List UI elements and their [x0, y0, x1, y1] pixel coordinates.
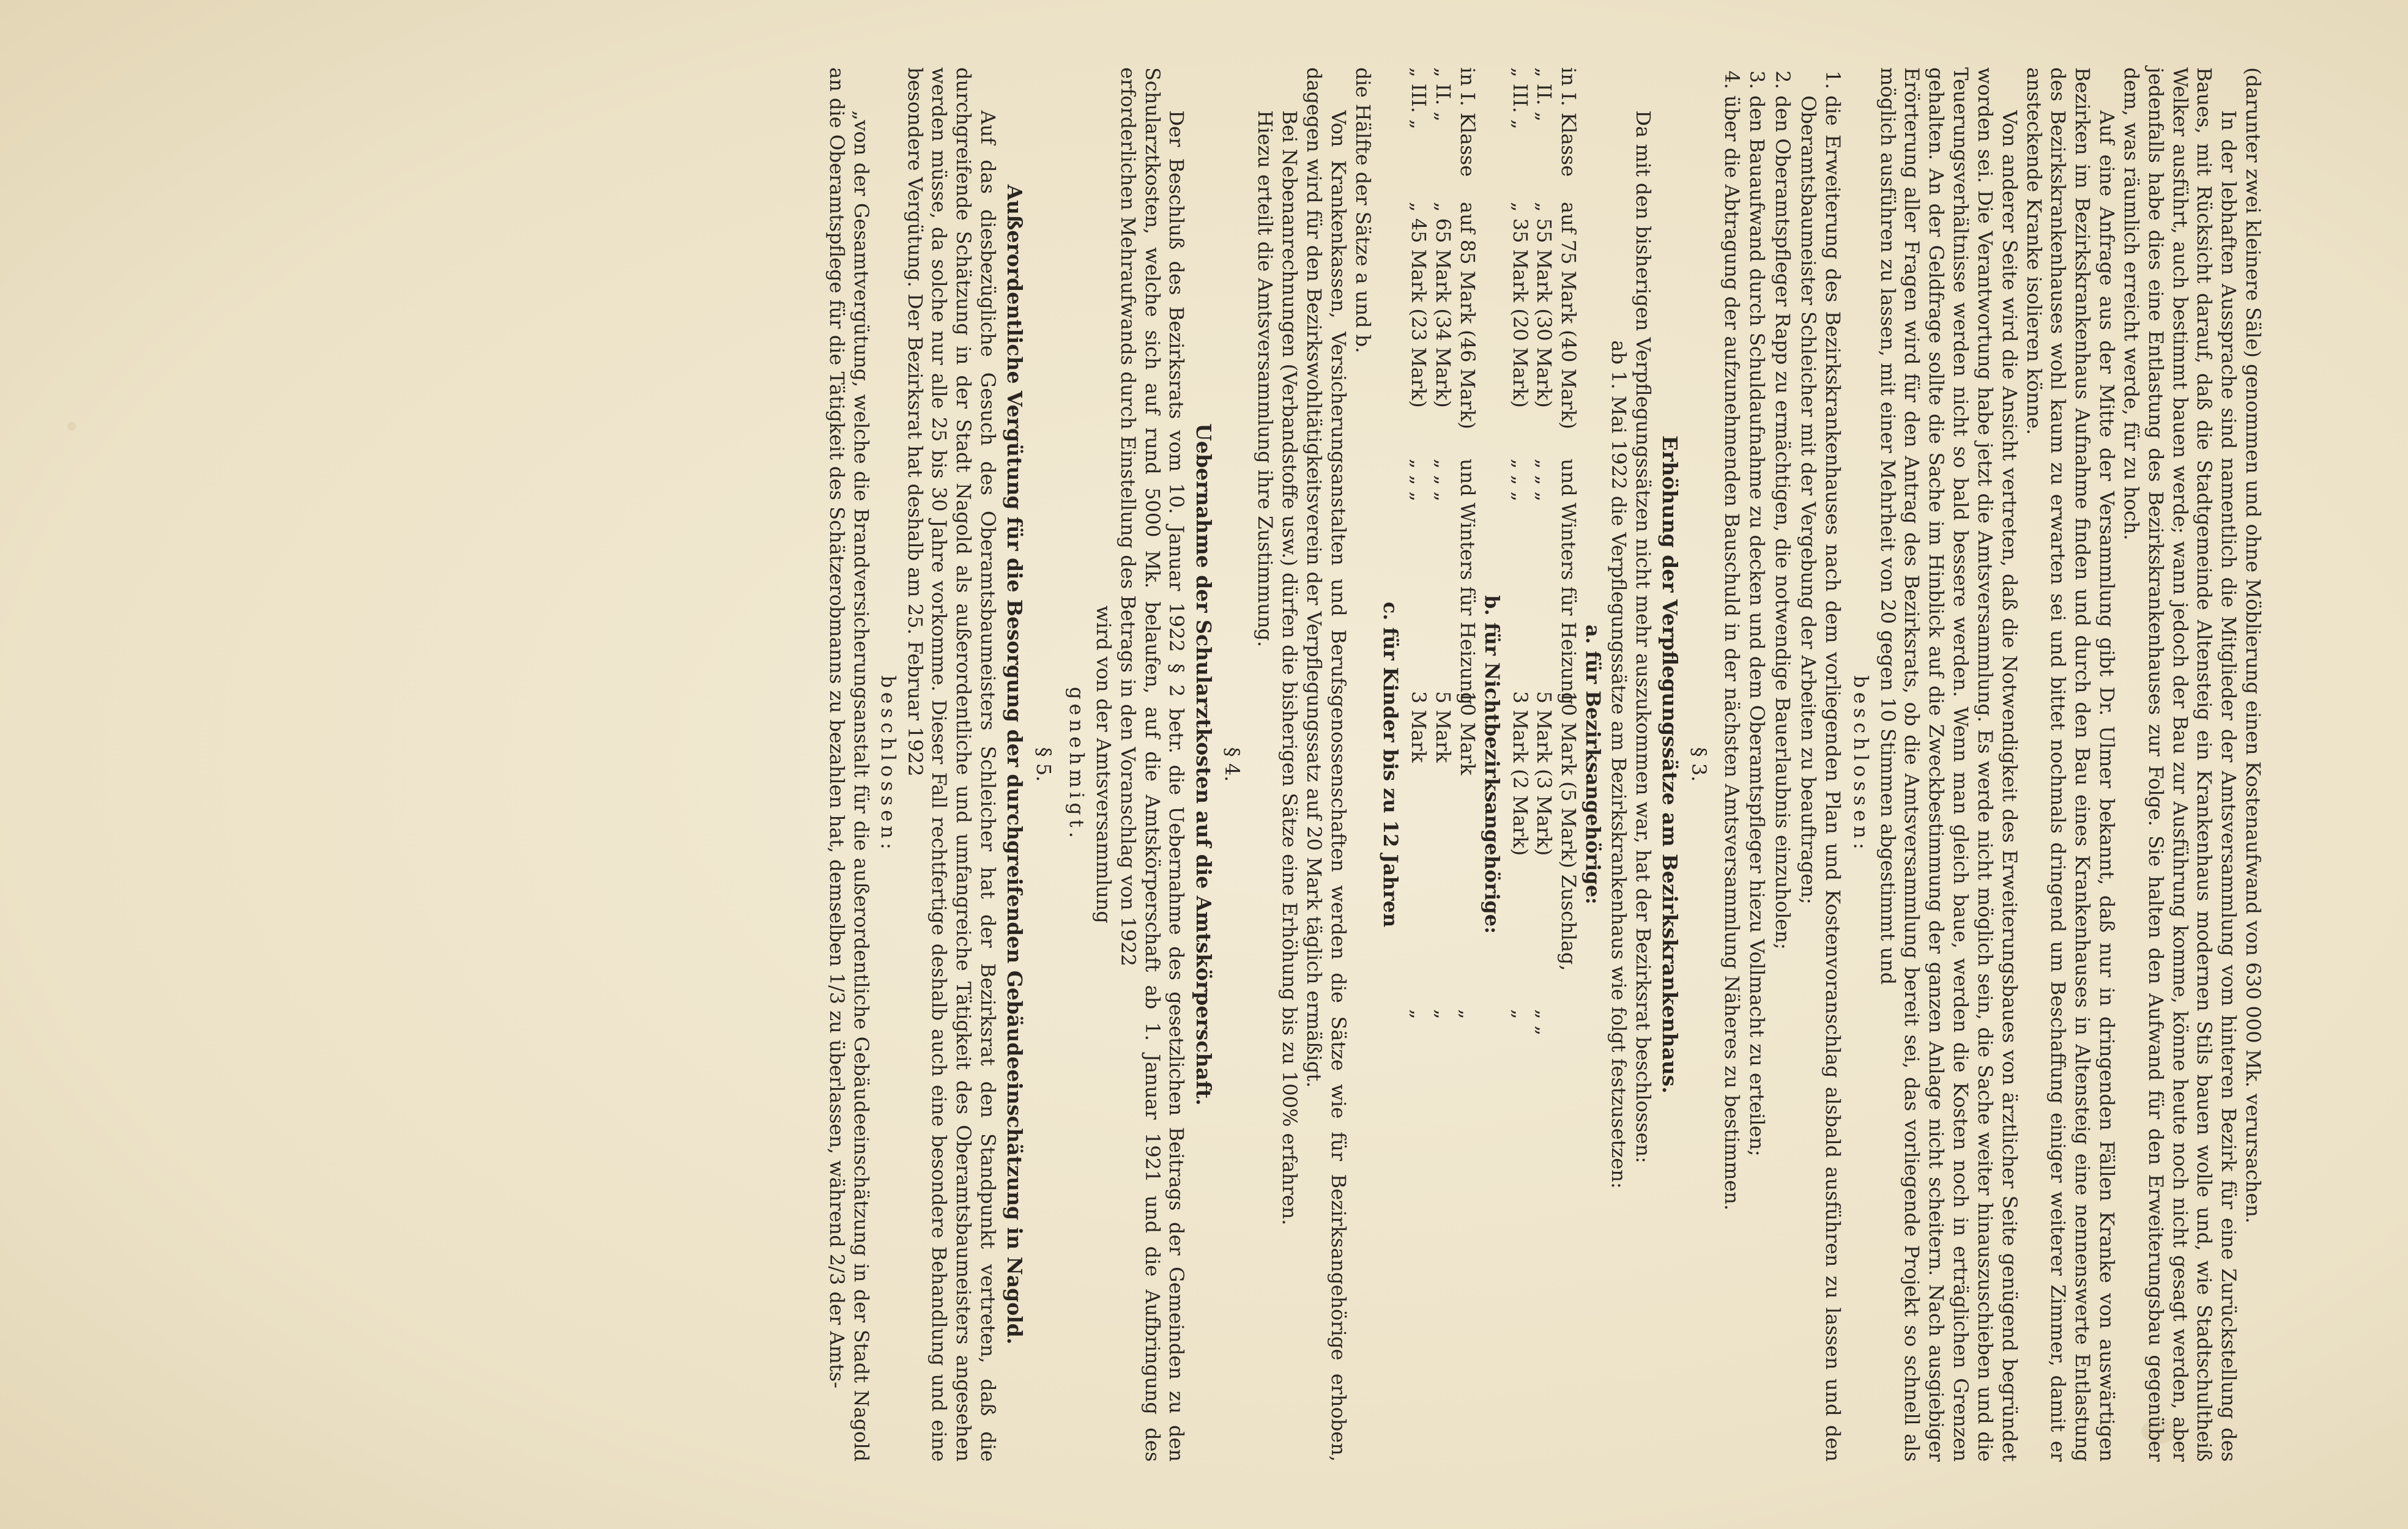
section-number: § 5.	[1032, 747, 1056, 782]
rate-class: „ II. „	[1432, 67, 1455, 122]
rate-group-heading: a. für Bezirksangehörige:	[1581, 624, 1605, 905]
rate-tail: „	[1432, 1009, 1455, 1020]
discussion-paragraph: Auf eine Anfrage aus der Mitte der Versammlung gibt Dr. Ulmer bekannt, daß nur in dringenden Fällen Kranke von auswärtigen Bezirken im Bezirkskrankenhaus Aufnahme finden und durch den Bau eines Krankenhauses in Altensteig eine nennenswerte Entlastung des Bezirkskrankenhauses wohl kaum zu erwarten sei und bittet nochmals dringend um Beschaffung einiger weiterer Zimmer, damit er ansteckende Kranke isolieren könne.	[2022, 67, 2119, 1462]
rate-surcharge: 10 Mark	[1455, 691, 1479, 776]
rate-heating: und Winters für Heizung	[1455, 459, 1479, 705]
resolution-keyword: beschlossen:	[1849, 675, 1873, 854]
rate-base: „ 35 Mark (20 Mark)	[1508, 202, 1532, 408]
rate-group-heading: c. für Kinder bis zu 12 Jahren	[1379, 601, 1403, 928]
rate-row	[1532, 67, 1556, 1462]
resolution-keyword: beschlossen:	[876, 675, 900, 854]
list-item: 1. die Erweiterung des Bezirkskrankenhauses nach dem vorliegenden Plan und Kostenvoranschlag alsbald ausführen zu lassen und den Oberamtsbaumeister Schleicher mit der Vergebung der Arbeiten zu beauftragen;	[1796, 95, 1845, 1462]
rate-class: in I. Klasse	[1557, 67, 1581, 177]
section-paragraph: ab 1. Mai 1922 die Verpflegungssätze am Bezirkskrankenhaus wie folgt festzusetzen:	[1607, 340, 1630, 1189]
section-paragraph: die Hälfte der Sätze a und b.	[1351, 67, 1375, 354]
list-item: 2. den Oberamtspfleger Rapp zu ermächtigen, die notwendige Bauerlaubnis einzuholen;	[1770, 95, 1794, 1462]
section-paragraph: „von der Gesamtvergütung, welche die Brandversicherungsanstalt für die außerordentliche Gebäudeeinschätzung in der Stadt Nagold an die Oberamtspflege für die Tätigkeit des Schätzerobmanns zu bezahlen hat, demselben 1/3 zu überlassen, während 2/3 der Amts-	[825, 67, 874, 1462]
rate-group	[1378, 67, 1403, 1462]
document-page	[782, 43, 2287, 1486]
rate-tail: „	[1508, 1009, 1532, 1020]
rate-heating: und Winters für Heizung	[1557, 459, 1581, 705]
section-paragraph: Bei Nebenanrechnungen (Verbandstoffe usw.) dürfen die bisherigen Sätze eine Erhöhung bis zu 100% erfahren.	[1278, 110, 1302, 1226]
rate-base: „ 65 Mark (34 Mark)	[1432, 202, 1455, 408]
rate-surcharge: 10 Mark (5 Mark) Zuschlag,	[1557, 691, 1581, 971]
rate-tail: „ „	[1533, 1009, 1556, 1036]
rate-tail	[1556, 1009, 1580, 1119]
section-paragraph: Von Krankenkassen, Versicherungsanstalten und Berufsgenossenschaften werden die Sätze wie für Bezirksangehörige erhoben, dagegen wird für den Bezirkswohltätigkeitsverein der Verpflegungssatz auf 20 Mark täglich ermäßigt.	[1302, 67, 1350, 1462]
resolution-list	[1719, 67, 1845, 1462]
rate-heating: „ „ „	[1407, 459, 1431, 502]
rate-row	[1430, 67, 1455, 1462]
rate-class: in I. Klasse	[1455, 67, 1479, 177]
rate-group-heading: b. für Nichtbezirksangehörige:	[1480, 595, 1504, 934]
section-number: § 4.	[1221, 747, 1244, 782]
section-heading: Außerordentliche Vergütung für die Besorgung der durchgreifenden Gebäudeeinschätzung in Nagold.	[1003, 184, 1027, 1345]
rate-class: „ III. „	[1407, 67, 1431, 130]
rate-row	[1406, 67, 1430, 1462]
rate-tail: „	[1455, 1009, 1479, 1020]
rate-base: „ 55 Mark (30 Mark)	[1533, 202, 1556, 408]
rate-base: „ 45 Mark (23 Mark)	[1407, 202, 1431, 408]
rate-surcharge: 5 Mark	[1432, 691, 1455, 763]
section-heading: Uebernahme der Schularztkosten auf die Amtskörperschaft.	[1191, 423, 1216, 1106]
discussion-paragraph: Von anderer Seite wird die Ansicht vertreten, daß die Notwendigkeit des Erweiterungsbaues von ärztlicher Seite genügend begründet worden sei. Die Verantwortung habe jetzt die Amtsversammlung. Es werde nicht möglich sein, die Sache weiter hinauszuschieben und die Teuerungsverhältnisse werden nicht so bald bessere werden. Wenn man gleich baue, werden die Kosten noch in erträglichen Grenzen gehalten. An der Geldfrage sollte die Sache im Hinblick auf die Zweckbestimmung der ganzen Anlage nicht scheitern. Nach ausgiebiger Erörterung aller Fragen wird für den Antrag des Bezirksrats, ob die Amtsversammlung bereit sei, das vorliegende Projekt so schnell als möglich ausführen zu lassen, mit einer Mehrheit von 20 gegen 10 Stimmen abgestimmt und	[1876, 67, 2021, 1462]
resolution-keyword: genehmigt.	[1065, 686, 1089, 843]
list-item: 4. über die Abtragung der aufzunehmenden Bauschuld in der nächsten Amtsversammlung Näheres zu bestimmen.	[1719, 95, 1744, 1462]
section-paragraph: Der Beschluß des Bezirksrats vom 10. Januar 1922 § 2 betr. die Uebernahme des gesetzlichen Beitrags der Gemeinden zu den Schularztkosten, welche sich auf rund 5000 Mk. belaufen, auf die Amtskörperschaft ab 1. Januar 1921 und die Aufbringung des erforderlichen Mehraufwands durch Einstellung des Betrags in den Voranschlag von 1922	[1116, 67, 1189, 1462]
section-heading: Erhöhung der Verpflegungssätze am Bezirkskrankenhaus.	[1657, 435, 1682, 1094]
rate-heating: „ „ „	[1508, 459, 1532, 502]
section-paragraph: Hiezu erteilt die Amtsversammlung ihre Zustimmung.	[1254, 110, 1277, 647]
rate-group	[1507, 67, 1605, 1462]
section-paragraph: Da mit den bisherigen Verpflegungssätzen nicht mehr auszukommen war, hat der Bezirksrat beschlossen:	[1631, 110, 1655, 1163]
discussion-paragraph: In der lebhaften Aussprache sind namentlich die Mitglieder der Amtsversammlung vom hinteren Bezirk für eine Zurückstellung des Baues, mit Rücksicht darauf, daß die Stadtgemeinde Altensteig ein Krankenhaus modernen Stils bauen wolle und, wie Stadtschultheiß Welker ausführt, auch bestimmt bauen werde; wann jedoch der Bau zur Ausführung komme, könne heute noch nicht gesagt werden, aber jedenfalls habe dies eine Entlastung des Bezirkskrankenhauses zur Folge. Sie halten den Aufwand für den Erweiterungsbau gegenüber dem, was räumlich erreicht werde, für zu hoch.	[2119, 67, 2241, 1462]
rate-heating: „ „ „	[1533, 459, 1556, 502]
rate-row	[1556, 67, 1580, 1462]
paper-stain	[67, 422, 76, 431]
section-number: § 3.	[1687, 747, 1711, 782]
rate-tail: „	[1407, 1009, 1431, 1020]
list-item: 3. den Bauaufwand durch Schuldaufnahme zu decken und dem Oberamtspfleger hiezu Vollmacht zu erteilen;	[1745, 95, 1769, 1462]
rate-class: „ II. „	[1533, 67, 1556, 122]
rate-heating: „ „ „	[1432, 459, 1455, 502]
rate-surcharge: 5 Mark (3 Mark)	[1533, 691, 1556, 856]
rate-group	[1406, 67, 1503, 1462]
rate-class: „ III. „	[1508, 67, 1532, 130]
rate-row	[1507, 67, 1532, 1462]
section-paragraph: Auf das diesbezügliche Gesuch des Oberamtsbaumeisters Schleicher hat der Bezirksrat den Standpunkt vertreten, daß die durchgreifende Schätzung in der Stadt Nagold als außerordentliche und umfangreiche Tätigkeit des Oberamtsbaumeisters angesehen werden müsse, da solche nur alle 25 bis 30 Jahre vorkomme. Dieser Fall rechtfertige deshalb auch eine besondere Behandlung und eine besondere Vergütung. Der Bezirksrat hat deshalb am 25. Februar 1922	[903, 67, 1000, 1462]
rate-base: auf 75 Mark (40 Mark)	[1557, 202, 1581, 429]
rate-row	[1455, 67, 1479, 1462]
intro-paragraph: (darunter zwei kleinere Säle) genommen und ohne Möblierung einen Kostenaufwand von 630 000 Mk. verursachen.	[2242, 67, 2265, 1224]
rate-base: auf 85 Mark (46 Mark)	[1455, 202, 1479, 429]
section-paragraph: wird von der Amtsversammlung	[1091, 605, 1115, 924]
rate-surcharge: 3 Mark (2 Mark)	[1508, 691, 1532, 856]
rate-surcharge: 3 Mark	[1407, 691, 1431, 763]
